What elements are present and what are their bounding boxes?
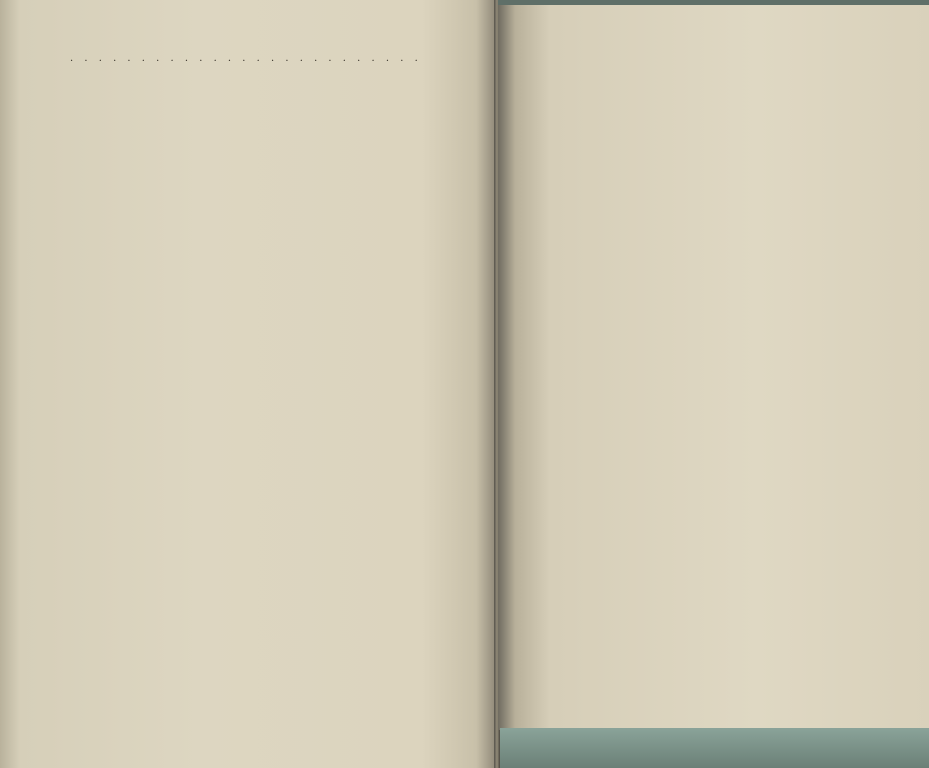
right-page [498,0,929,730]
toc-entry-intro [66,54,456,69]
cover-edge [498,0,929,5]
toc-extra-page [552,18,917,33]
cover-cloth [500,728,929,768]
leader-dots [70,54,426,69]
